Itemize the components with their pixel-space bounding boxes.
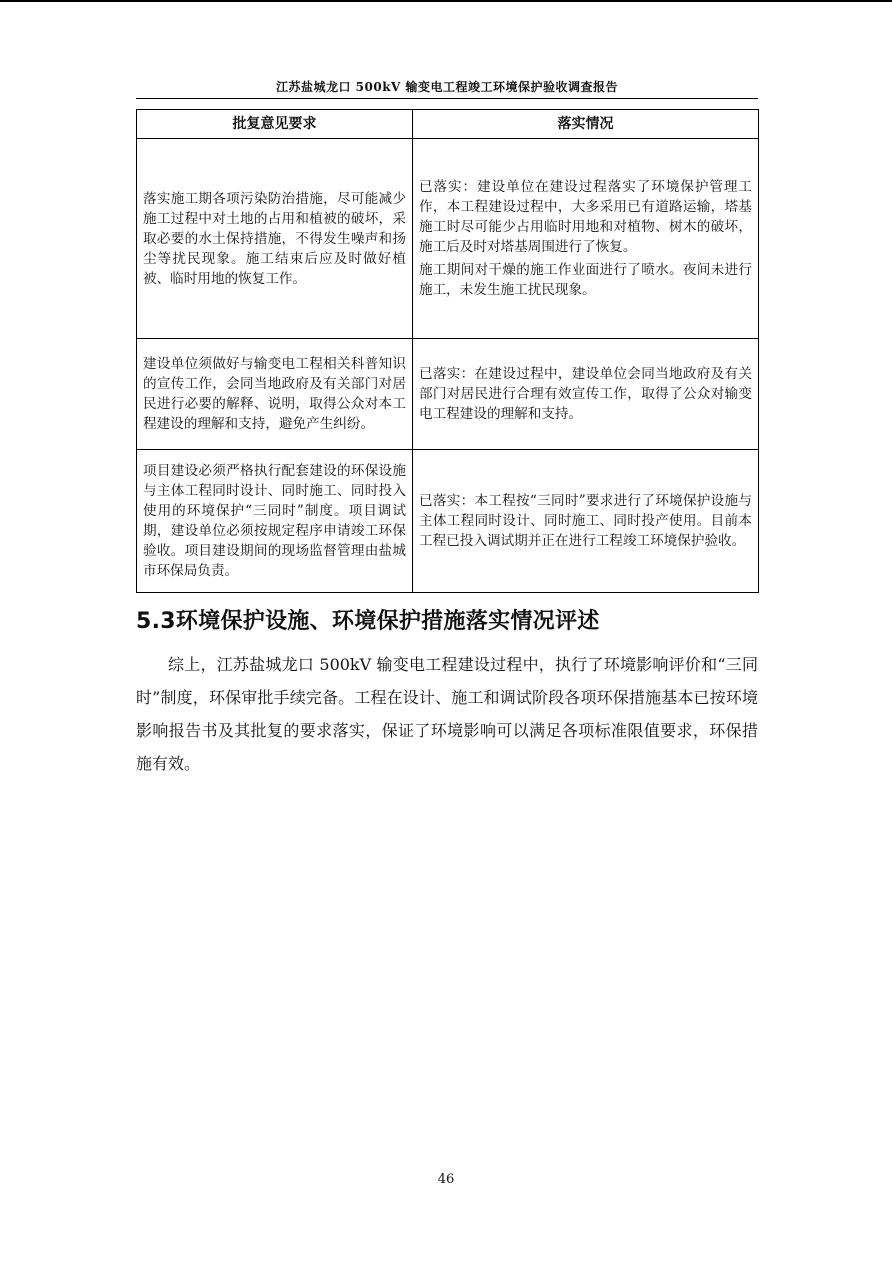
table-header-row [137, 110, 759, 139]
requirement-text: 落实施工期各项污染防治措施，尽可能减少施工过程中对土地的占用和植被的破坏，采取必要的水土保持措施，不得发生噪声和扬尘等扰民现象。施工结束后应及时做好植被、临时用地的恢复工作。 [143, 190, 406, 287]
requirement-cell [137, 139, 413, 339]
table-row [137, 139, 759, 339]
column-header-requirement: 批复意见要求 [137, 110, 413, 139]
table-row [137, 339, 759, 450]
header-divider [136, 98, 758, 99]
status-text: 施工期间对干燥的施工作业面进行了喷水。夜间未进行施工，未发生施工扰民现象。 [419, 262, 752, 298]
requirement-cell [137, 339, 413, 450]
status-cell [413, 139, 759, 339]
requirement-text: 建设单位须做好与输变电工程相关科普知识的宣传工作，会同当地政府及有关部门对居民进行必要的解释、说明，取得公众对本工程建设的理解和支持，避免产生纠纷。 [143, 356, 406, 432]
section-heading: 5.3环境保护设施、环境保护措施落实情况评述 [136, 609, 600, 634]
summary-paragraph: 综上，江苏盐城龙口 500kV 输变电工程建设过程中，执行了环境影响评价和“三同时”制度，环保审批手续完备。工程在设计、施工和调试阶段各项环保措施基本已按环境影响报告书及其批复的要求落实，保证了环境影响可以满足各项标准限值要求，环保措施有效。 [136, 655, 758, 773]
page-number: 46 [437, 1172, 455, 1187]
status-cell [413, 339, 759, 450]
requirement-cell [137, 450, 413, 593]
report-header-title: 江苏盐城龙口 500kV 输变电工程竣工环境保护验收调查报告 [275, 80, 619, 94]
status-text: 已落实：建设单位在建设过程落实了环境保护管理工作，本工程建设过程中，大多采用已有道路运输，塔基施工时尽可能少占用临时用地和对植物、树木的破坏，施工后及时对塔基周围进行了恢复。 [419, 179, 752, 255]
status-text: 已落实：在建设过程中，建设单位会同当地政府及有关部门对居民进行合理有效宣传工作，取得了公众对输变电工程建设的理解和支持。 [419, 366, 752, 422]
page-top-border [0, 0, 892, 2]
approval-requirements-table [136, 109, 759, 593]
table-row [137, 450, 759, 593]
column-header-status: 落实情况 [413, 110, 759, 139]
status-cell [413, 450, 759, 593]
requirement-text: 项目建设必须严格执行配套建设的环保设施与主体工程同时设计、同时施工、同时投入使用的环境保护“三同时”制度。项目调试期，建设单位必须按规定程序申请竣工环保验收。项目建设期间的现场监督管理由盐城市环保局负责。 [143, 463, 406, 579]
status-text: 已落实：本工程按“三同时”要求进行了环境保护设施与主体工程同时设计、同时施工、同时投产使用。目前本工程已投入调试期并正在进行工程竣工环境保护验收。 [419, 493, 752, 549]
